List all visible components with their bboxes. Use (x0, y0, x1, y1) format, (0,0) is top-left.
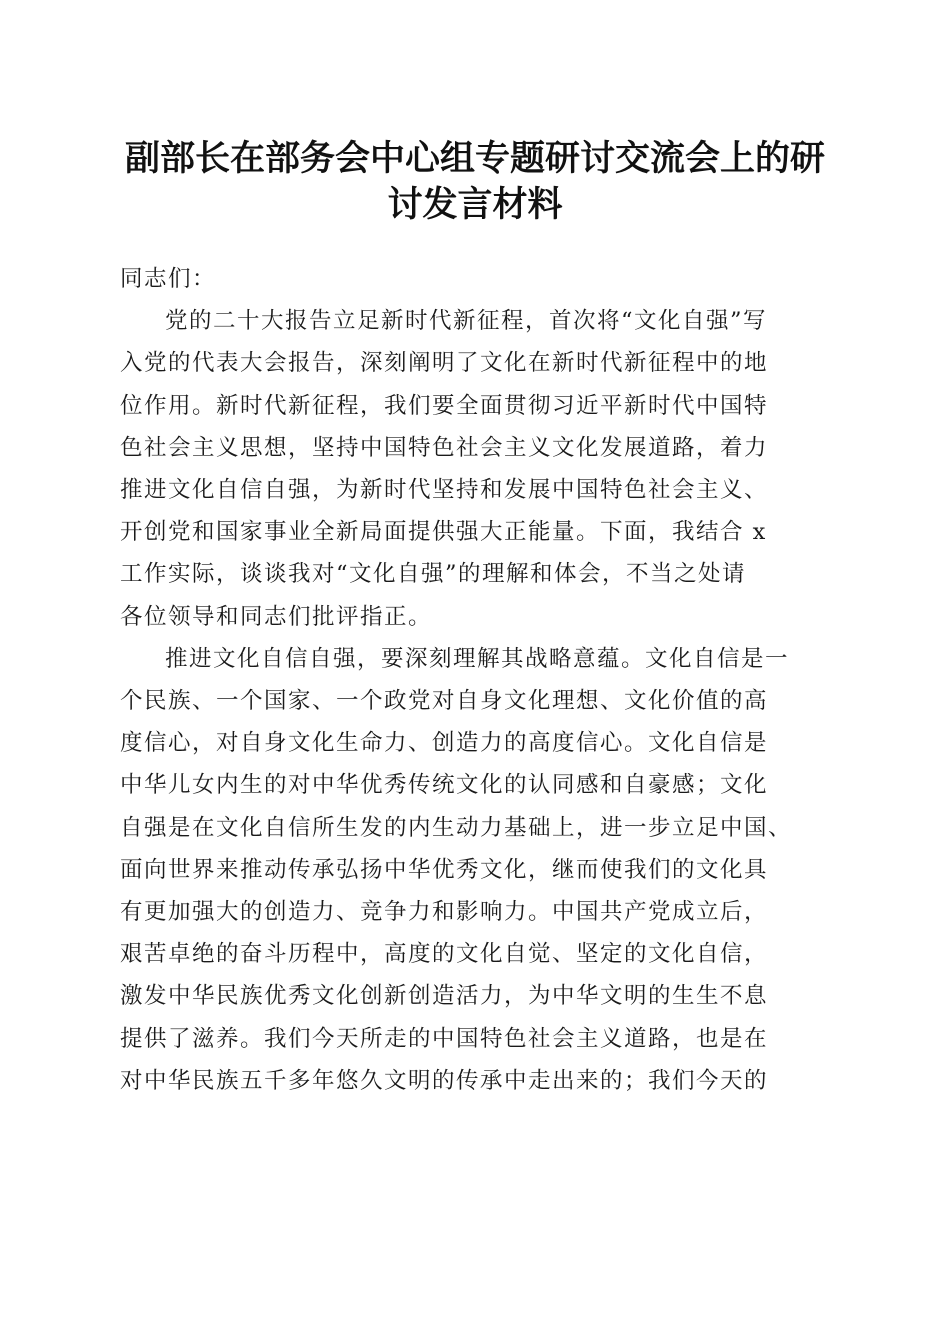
paragraph-line: 开创党和国家事业全新局面提供强大正能量。下面，我结合 x (120, 519, 767, 546)
paragraph-line: 位作用。新时代新征程，我们要全面贯彻习近平新时代中国特 (120, 392, 769, 419)
paragraph-line: 激发中华民族优秀文化创新创造活力，为中华文明的生生不息 (120, 983, 769, 1010)
paragraph-line: 党的二十大报告立足新时代新征程，首次将“文化自强”写 (165, 308, 768, 335)
paragraph-line: 各位领导和同志们批评指正。 (120, 603, 433, 630)
paragraph-line: 入党的代表大会报告，深刻阐明了文化在新时代新征程中的地 (120, 350, 769, 377)
paragraph-line: 色社会主义思想，坚持中国特色社会主义文化发展道路，着力 (120, 434, 769, 461)
paragraph-line: 提供了滋养。我们今天所走的中国特色社会主义道路，也是在 (120, 1025, 769, 1052)
paragraph-line: 有更加强大的创造力、竞争力和影响力。中国共产党成立后， (120, 899, 769, 926)
paragraph-line: 推进文化自信自强，要深刻理解其战略意蕴。文化自信是一 (165, 645, 790, 672)
title-line: 讨发言材料 (387, 184, 563, 225)
document-body (120, 258, 836, 1102)
paragraph-line: 对中华民族五千多年悠久文明的传承中走出来的；我们今天的 (120, 1067, 769, 1094)
paragraph-line: 艰苦卓绝的奋斗历程中，高度的文化自觉、坚定的文化自信， (120, 941, 769, 968)
salutation: 同志们： (120, 266, 217, 292)
title-line: 副部长在部务会中心组专题研讨交流会上的研 (124, 138, 825, 179)
paragraph-line: 中华儿女内生的对中华优秀传统文化的认同感和自豪感；文化 (120, 772, 769, 799)
paragraph-line: 推进文化自信自强，为新时代坚持和发展中国特色社会主义、 (120, 477, 769, 504)
paragraph-line: 度信心，对自身文化生命力、创造力的高度信心。文化自信是 (120, 730, 769, 757)
document-title (110, 136, 840, 228)
paragraph-1 (120, 300, 836, 638)
paragraph-2 (120, 638, 836, 1102)
paragraph-line: 面向世界来推动传承弘扬中华优秀文化，继而使我们的文化具 (120, 856, 769, 883)
paragraph-line: 个民族、一个国家、一个政党对自身文化理想、文化价值的高 (120, 688, 769, 715)
paragraph-line: 工作实际，谈谈我对“文化自强”的理解和体会，不当之处请 (120, 561, 747, 588)
paragraph-line: 自强是在文化自信所生发的内生动力基础上，进一步立足中国、 (120, 814, 793, 841)
